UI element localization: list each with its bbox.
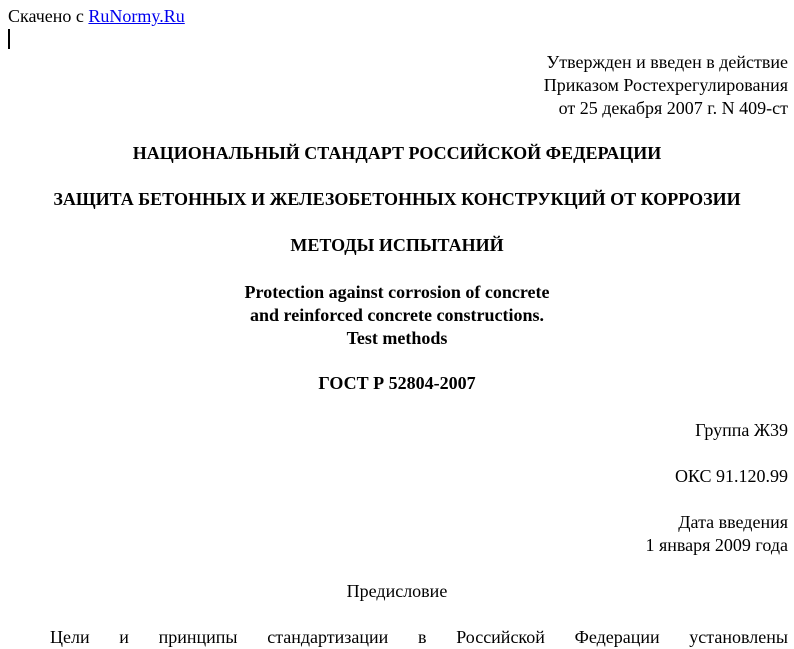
paragraph-word: стандартизации [267,627,389,647]
paragraph-word: принципы [158,627,238,647]
group-code: Группа Ж39 [695,420,788,440]
introduction-date [645,511,788,557]
paragraph-word: Федерации [574,627,660,647]
introduction-date-value: 1 января 2009 года [645,535,788,555]
oks-code: ОКС 91.120.99 [674,466,788,486]
paragraph-word: Российской [456,627,545,647]
source-line [8,5,185,28]
english-title-line: and reinforced concrete constructions. [250,305,544,325]
source-prefix: Скачено с [8,6,89,26]
subject-title: ЗАЩИТА БЕТОННЫХ И ЖЕЛЕЗОБЕТОННЫХ КОНСТРУКЦИЙ ОТ КОРРОЗИИ [53,189,741,209]
paragraph-word: в [418,627,427,647]
approval-line: Утвержден и введен в действие [546,52,788,72]
approval-line: Приказом Ростехрегулирования [543,75,788,95]
paragraph-word: и [119,627,129,647]
paragraph-word: установлены [689,627,788,647]
gost-number: ГОСТ Р 52804-2007 [318,373,476,393]
national-standard-title: НАЦИОНАЛЬНЫЙ СТАНДАРТ РОССИЙСКОЙ ФЕДЕРАЦИИ [132,143,662,163]
approval-line: от 25 декабря 2007 г. N 409-ст [558,98,788,118]
source-link[interactable]: RuNormy.Ru [88,6,185,26]
paragraph-word: Цели [50,627,90,647]
approval-block [544,51,788,120]
english-title-line: Protection against corrosion of concrete [244,282,550,302]
methods-title: МЕТОДЫ ИСПЫТАНИЙ [290,235,504,255]
foreword-heading: Предисловие [346,581,448,601]
english-title [0,281,794,350]
introduction-date-label: Дата введения [678,512,788,532]
english-title-line: Test methods [346,328,448,348]
text-cursor [8,29,10,49]
